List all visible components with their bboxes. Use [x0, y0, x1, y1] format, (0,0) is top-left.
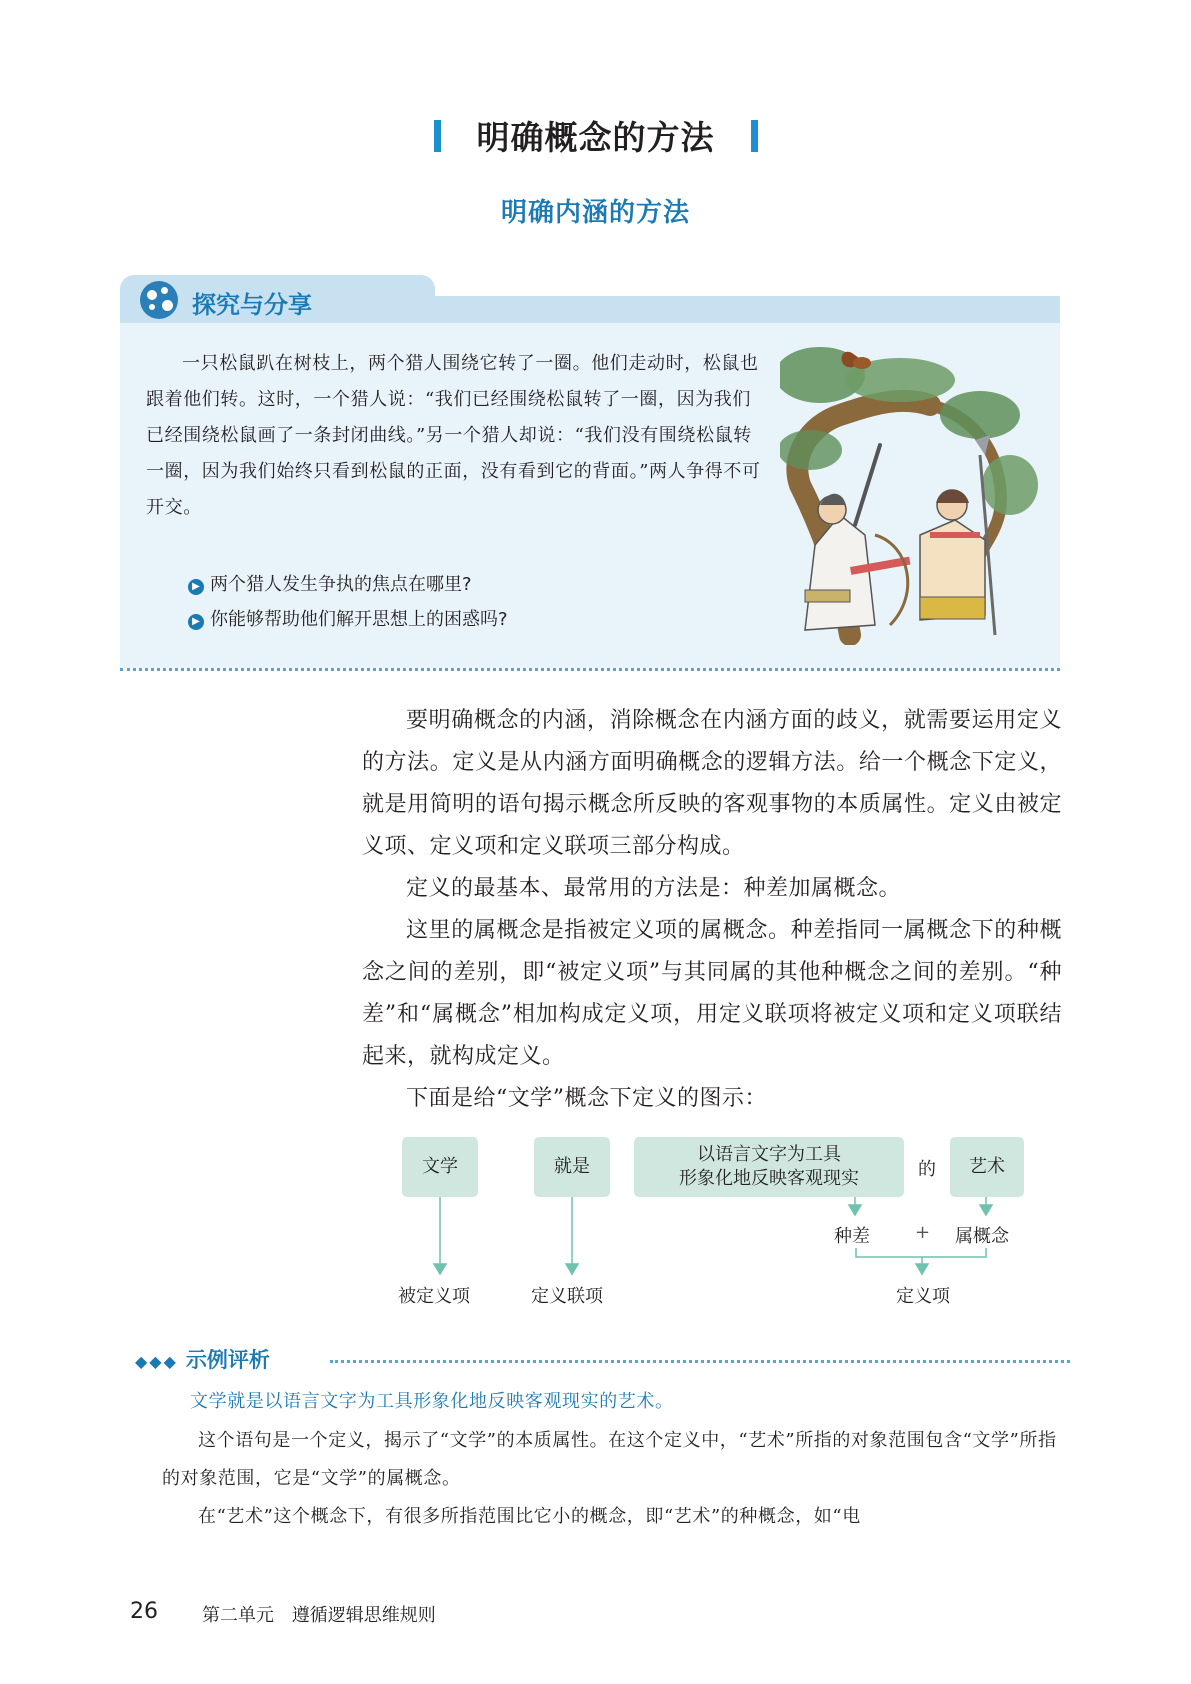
diagram-shugainian: 属概念: [955, 1226, 1009, 1247]
arrow-right-icon: ▶: [188, 614, 204, 630]
body-paragraph: 要明确概念的内涵，消除概念在内涵方面的歧义，就需要运用定义的方法。定义是从内涵方面明确概念的逻辑方法。给一个概念下定义，就是用简明的语句揭示概念所反映的客观事物的本质属性。定义由被定义项、定义项和定义联项三部分构成。: [362, 708, 1062, 859]
body-paragraph: 下面是给“文学”概念下定义的图示：: [406, 1086, 767, 1111]
diagram-de: 的: [918, 1159, 936, 1180]
diagram-label-dingyilianxiang: 定义联项: [531, 1286, 603, 1307]
question-text: 你能够帮助他们解开思想上的困惑吗?: [210, 609, 508, 630]
body-paragraph: 定义的最基本、最常用的方法是：种差加属概念。: [406, 876, 902, 901]
example-heading: [135, 1344, 270, 1374]
example-lead: 文学就是以语言文字为工具形象化地反映客观现实的艺术。: [190, 1391, 674, 1412]
diagram-box-yishu: 艺术: [950, 1137, 1024, 1197]
diagram-zhongcha: 种差: [834, 1226, 870, 1247]
example-heading-text: 示例评析: [185, 1348, 270, 1372]
box3-line2: 形象化地反映客观现实: [679, 1168, 859, 1189]
example-divider: [330, 1360, 1070, 1363]
page-number: 26: [130, 1599, 158, 1624]
diagram-box-jiushi: 就是: [534, 1137, 610, 1197]
story-paragraph: 一只松鼠趴在树枝上，两个猎人围绕它转了一圈。他们走动时，松鼠也跟着他们转。这时，一个猎人说：“我们已经围绕松鼠转了一圈，因为我们已经围绕松鼠画了一条封闭曲线。”另一个猎人却说：“我们没有围绕松鼠转一圈，因为我们始终只看到松鼠的正面，没有看到它的背面。”两人争得不可开交。: [146, 353, 761, 518]
question-text: 两个猎人发生争执的焦点在哪里?: [210, 574, 472, 595]
diagram-box-wenxue: 文学: [402, 1137, 478, 1197]
section-subtitle: 明确内涵的方法: [500, 198, 690, 228]
arrow-right-icon: ▶: [188, 579, 204, 595]
diagram-label-dingyixiang: 定义项: [896, 1286, 950, 1307]
explore-label: 探究与分享: [192, 291, 312, 319]
diagram-plus: +: [915, 1222, 931, 1243]
footer-unit: 第二单元: [202, 1605, 274, 1626]
example-paragraph: 在“艺术”这个概念下，有很多所指范围比它小的概念，即“艺术”的种概念，如“电: [198, 1506, 861, 1527]
diagram-label-beidingyixiang: 被定义项: [398, 1286, 470, 1307]
example-text: [162, 1422, 1067, 1536]
running-footer: [202, 1601, 436, 1627]
example-paragraph: 这个语句是一个定义，揭示了“文学”的本质属性。在这个定义中，“艺术”所指的对象范围包含“文学”所指的对象范围，它是“文学”的属概念。: [162, 1430, 1057, 1489]
box3-line1: 以语言文字为工具: [697, 1144, 841, 1165]
title-text: 明确概念的方法: [476, 118, 715, 157]
body-paragraph: 这里的属概念是指被定义项的属概念。种差指同一属概念下的种概念之间的差别，即“被定义项”与其同属的其他种概念之间的差别。“种差”和“属概念”相加构成定义项，用定义联项将被定义项和定义项联结起来，就构成定义。: [362, 918, 1062, 1069]
footer-unit-title: 遵循逻辑思维规则: [291, 1605, 436, 1626]
diamond-icons: ◆◆◆: [135, 1352, 178, 1371]
